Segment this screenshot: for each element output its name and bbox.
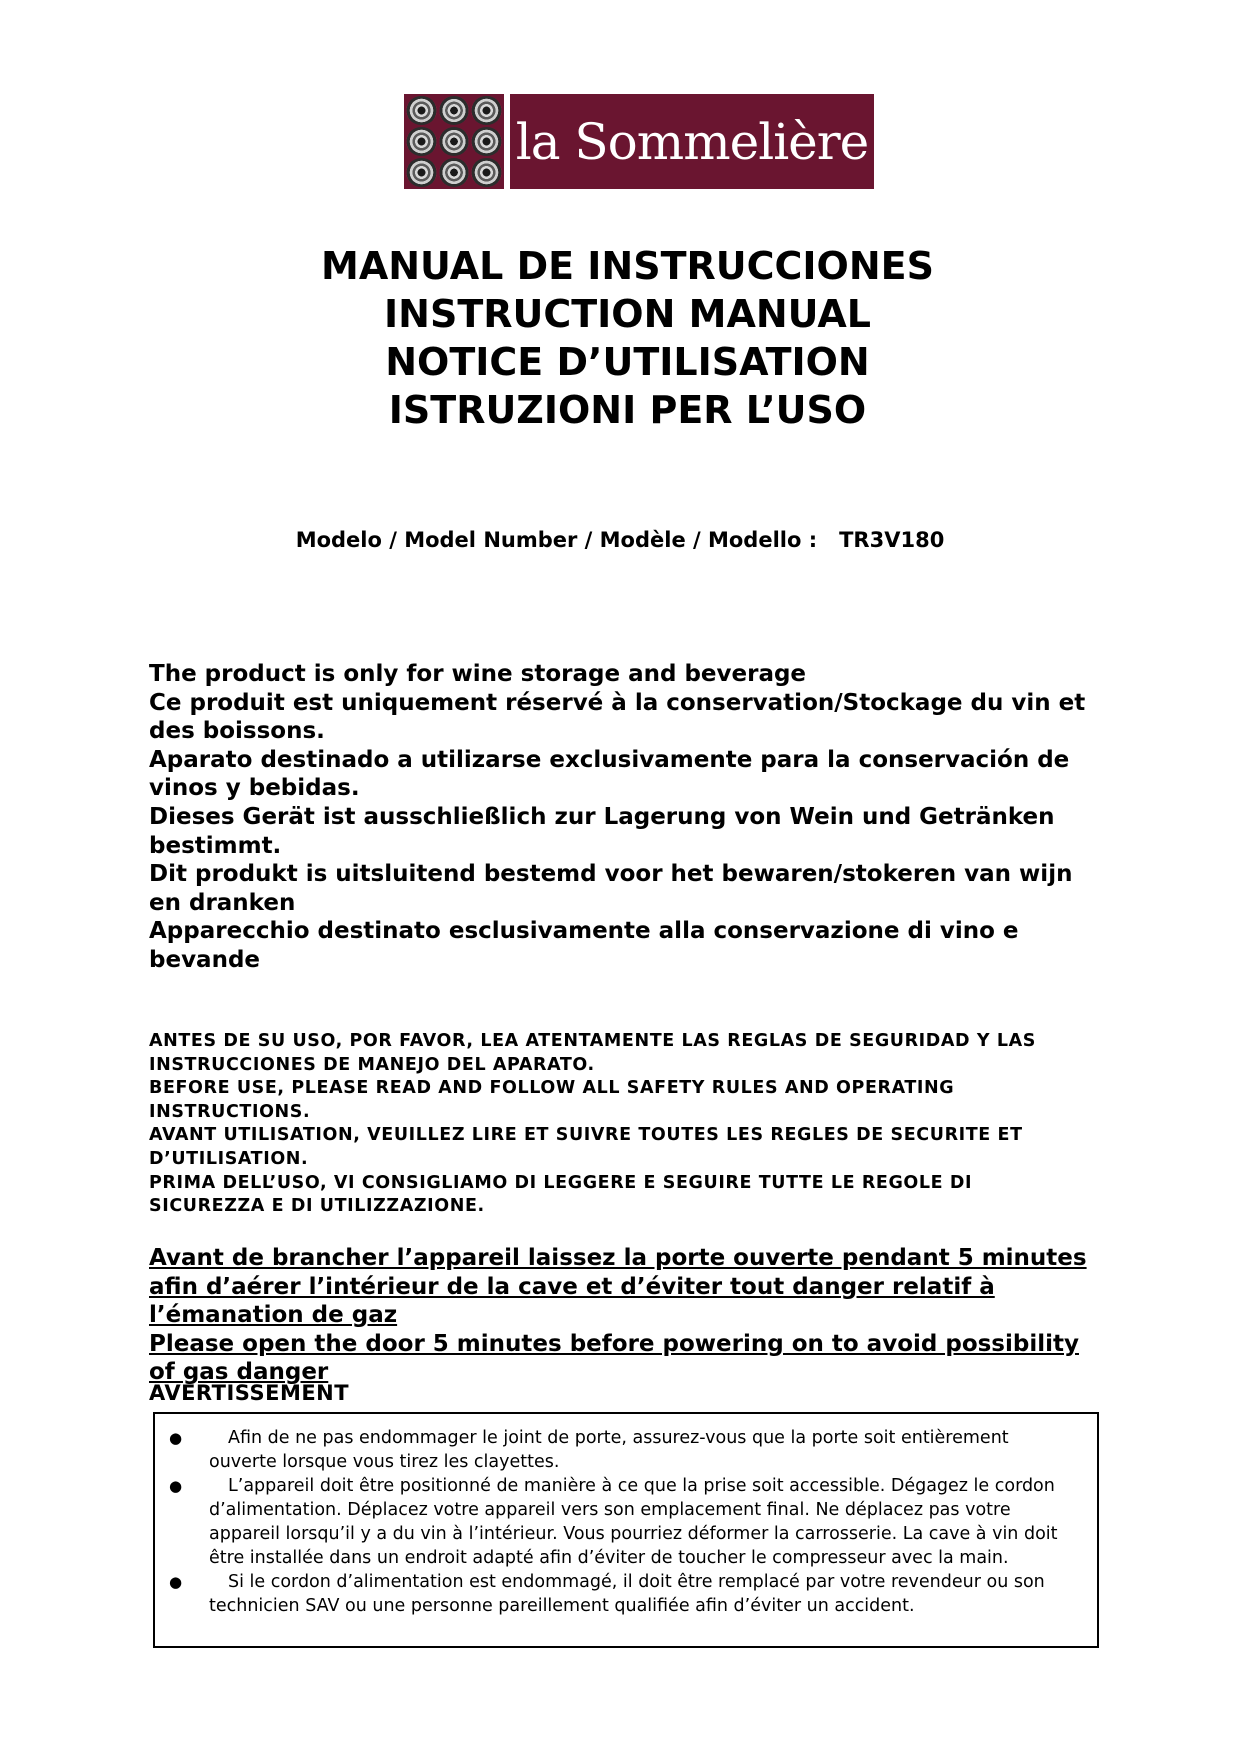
model-label: Modelo / Model Number / Modèle / Modello : [295,528,818,552]
list-item [169,1474,1077,1570]
title-spanish: MANUAL DE INSTRUCCIONES [321,244,934,288]
bullet-icon: ● [169,1429,183,1447]
list-item-text: Afin de ne pas endommager le joint de porte, assurez-vous que la porte soit entièrement ouverte lorsque vous tirez les clayettes. [209,1428,1009,1472]
avertissement-box [153,1412,1099,1648]
bullet-icon: ● [169,1477,183,1495]
usage-french: Ce produit est uniquement réservé à la conservation/Stockage du vin et des boissons. [149,689,1086,745]
title-italian: ISTRUZIONI PER L’USO [388,388,867,432]
avertissement-list [169,1426,1077,1618]
safety-french: AVANT UTILISATION, VEUILLEZ LIRE ET SUIVRE TOUTES LES REGLES DE SECURITE ET D’UTILISATION. [149,1125,1023,1169]
brand-name-band [510,94,874,189]
wine-bottle-rack-icon [404,94,504,189]
usage-german: Dieses Gerät ist ausschließlich zur Lagerung von Wein und Getränken bestimmt. [149,803,1055,859]
safety-italian: PRIMA DELL’USO, VI CONSIGLIAMO DI LEGGERE E SEGUIRE TUTTE LE REGOLE DI SICUREZZA E DI UTILIZZAZIONE. [149,1172,973,1217]
usage-notice [149,660,1089,975]
safety-spanish: ANTES DE SU USO, POR FAVOR, LEA ATENTAMENTE LAS REGLAS DE SEGURIDAD Y LAS INSTRUCCIONES DE MANEJO DEL APARATO. [149,1031,1036,1075]
list-item [169,1426,1077,1474]
title-english: INSTRUCTION MANUAL [384,292,871,336]
title-french: NOTICE D’UTILISATION [385,340,870,384]
model-number: TR3V180 [839,528,945,552]
list-item-text: L’appareil doit être positionné de manière à ce que la prise soit accessible. Dégagez le cordon d’alimentation. Déplacez votre appareil vers son emplacement final. Ne déplacez pas votre appareil lorsqu’il y a du vin à l’intérieur. Vous pourriez déformer la carrosserie. La cave à vin doit être installée dans un endroit adapté afin d’éviter de toucher le compresseur avec la main. [209,1476,1058,1568]
gas-warning-french: Avant de brancher l’appareil laissez la porte ouverte pendant 5 minutes afin d’aérer l’intérieur de la cave et d’éviter tout danger relatif à l’émanation de gaz [149,1245,1087,1329]
brand-logo [404,94,874,189]
list-item-text: Si le cordon d’alimentation est endommagé, il doit être remplacé par votre revendeur ou son technicien SAV ou une personne pareillement qualifiée afin d’éviter un accident. [209,1572,1045,1616]
brand-name: la Sommelière [515,112,869,171]
safety-english: BEFORE USE, PLEASE READ AND FOLLOW ALL SAFETY RULES AND OPERATING INSTRUCTIONS. [149,1078,955,1122]
usage-dutch: Dit produkt is uitsluitend bestemd voor het bewaren/stokeren van wijn en dranken [149,861,1073,916]
list-item [169,1570,1077,1618]
bullet-icon: ● [169,1573,183,1591]
avertissement-heading: AVERTISSEMENT [149,1381,350,1405]
manual-titles [0,242,1240,434]
safety-notice [149,1030,1089,1219]
usage-spanish: Aparato destinado a utilizarse exclusivamente para la conservación de vinos y bebidas. [149,746,1070,802]
usage-english: The product is only for wine storage and beverage [149,661,807,687]
model-line [0,528,1240,552]
usage-italian: Apparecchio destinato esclusivamente alla conservazione di vino e bevande [149,918,1019,973]
gas-warning [149,1244,1089,1387]
gas-warning-english: Please open the door 5 minutes before powering on to avoid possibility of gas danger [149,1330,1079,1386]
